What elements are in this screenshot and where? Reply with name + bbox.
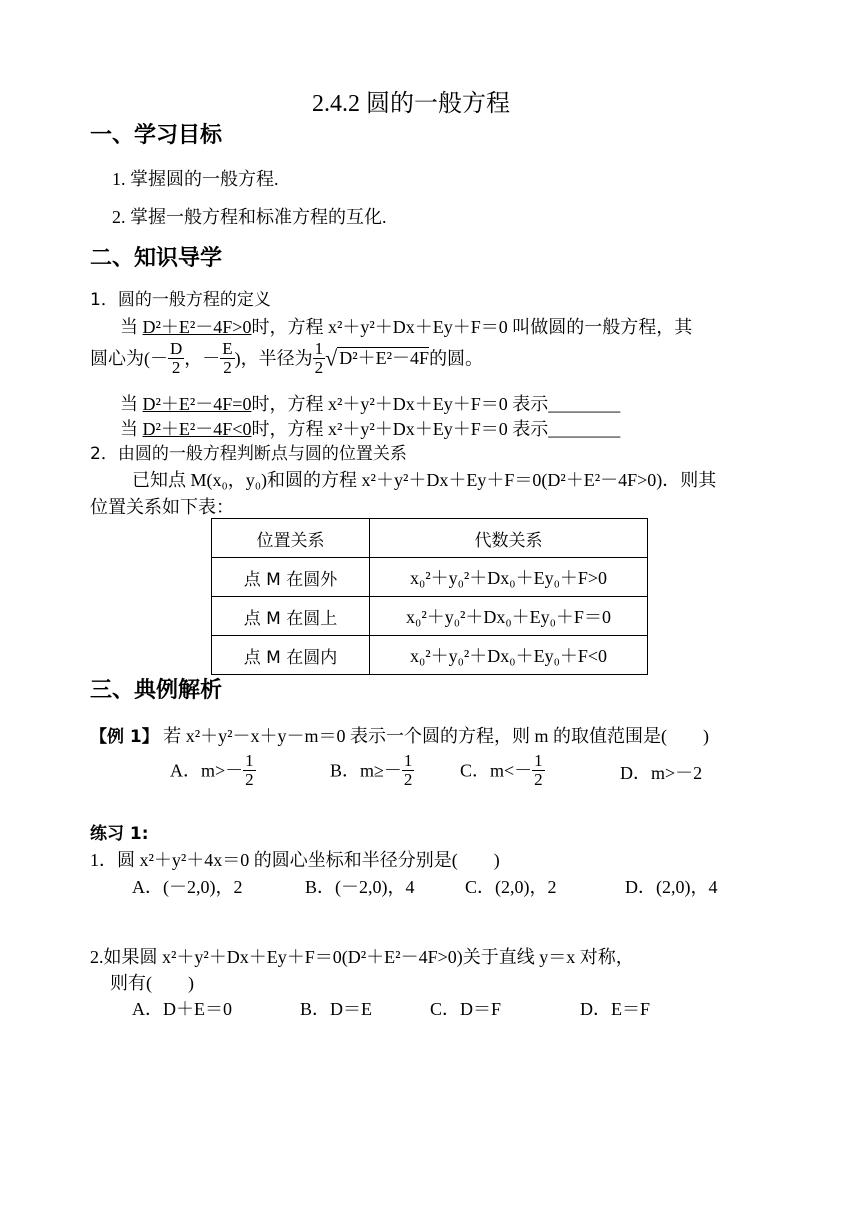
example-label: 【例 1】 — [90, 727, 159, 747]
text: 的圆。 — [429, 348, 484, 369]
example-1-option-d: D．m>－2 — [620, 763, 703, 783]
numerator: 1 — [245, 751, 254, 770]
practice-q1-option: C．(2,0)，2 — [465, 877, 557, 897]
example-1-option-b — [330, 752, 414, 789]
practice-q1-option: A．(－2,0)，2 — [132, 877, 243, 897]
definition-line-zero — [120, 395, 620, 413]
table-cell: 点 M 在圆内 — [212, 636, 370, 675]
goal-item: 2. 掌握一般方程和标准方程的互化. — [112, 207, 387, 227]
position-relation-table — [211, 518, 648, 675]
page-title: 2.4.2 圆的一般方程 — [312, 91, 510, 117]
section-heading-knowledge: 二、知识导学 — [90, 246, 223, 271]
condition-zero: D²＋E²－4F=0 — [142, 394, 252, 414]
subheading-position-relation: 2．由圆的一般方程判断点与圆的位置关系 — [90, 444, 407, 464]
position-paragraph-2: 位置关系如下表： — [90, 497, 234, 517]
fraction-one-half — [532, 752, 545, 789]
fraction-one-half — [243, 752, 256, 789]
denominator: 2 — [314, 357, 324, 377]
numerator: E — [222, 339, 233, 358]
condition-positive: D²＋E²－4F>0 — [142, 317, 252, 337]
text: )，半径为 — [234, 348, 313, 369]
table-header-row — [212, 519, 648, 558]
text: 时，方程 x²＋y²＋Dx＋Ey＋F＝0 表示________ — [251, 419, 621, 439]
practice-q2-option: C．D＝F — [430, 999, 502, 1019]
table-row — [212, 558, 648, 597]
practice-label: 练习 1: — [90, 824, 149, 844]
table-header: 代数关系 — [370, 519, 648, 558]
sqrt-icon: √ — [325, 345, 338, 371]
text: 时，方程 x²＋y²＋Dx＋Ey＋F＝0 表示________ — [251, 394, 621, 414]
numerator: 1 — [534, 751, 543, 770]
text: 当 — [120, 394, 138, 414]
denominator: 2 — [245, 769, 254, 789]
example-1-stem — [90, 727, 709, 746]
sqrt-radicand: D²＋E²－4F — [339, 348, 430, 369]
text: 圆心为(－ — [90, 348, 168, 369]
table-cell: x₀²＋y₀²＋Dx₀＋Ey₀＋F>0 — [370, 558, 648, 597]
practice-q2-option: D．E＝F — [580, 999, 651, 1019]
goal-item: 1. 掌握圆的一般方程. — [112, 169, 279, 189]
denominator: 2 — [403, 769, 413, 789]
fraction-one-half — [402, 752, 415, 789]
table-header: 位置关系 — [212, 519, 370, 558]
text: 时，方程 x²＋y²＋Dx＋Ey＋F＝0 叫做圆的一般方程，其 — [251, 317, 693, 337]
denominator: 2 — [223, 357, 232, 377]
fraction-d-over-2 — [168, 340, 184, 377]
example-text: 若 x²＋y²－x＋y－m＝0 表示一个圆的方程，则 m 的取值范围是( ) — [163, 726, 710, 746]
table-cell: x₀²＋y₀²＋Dx₀＋Ey₀＋F＝0 — [370, 597, 648, 636]
text: 当 — [120, 317, 138, 337]
section-heading-examples: 三、典例解析 — [90, 678, 223, 703]
position-paragraph-1: 已知点 M(x₀，y₀)和圆的方程 x²＋y²＋Dx＋Ey＋F＝0(D²＋E²－4F>0)．则其 — [132, 470, 717, 490]
example-1-options — [170, 752, 256, 789]
definition-line-2 — [90, 340, 483, 377]
denominator: 2 — [534, 769, 543, 789]
text: ，－ — [184, 348, 221, 369]
numerator: D — [170, 339, 183, 358]
condition-negative: D²＋E²－4F<0 — [142, 419, 252, 439]
denominator: 2 — [171, 357, 181, 377]
table-row — [212, 636, 648, 675]
table-cell: 点 M 在圆外 — [212, 558, 370, 597]
section-heading-goals: 一、学习目标 — [90, 123, 223, 148]
text: 当 — [120, 419, 138, 439]
definition-line-negative — [120, 420, 620, 438]
table-cell: 点 M 在圆上 — [212, 597, 370, 636]
table-cell: x₀²＋y₀²＋Dx₀＋Ey₀＋F<0 — [370, 636, 648, 675]
fraction-e-over-2 — [220, 340, 234, 377]
practice-question-2: 2.如果圆 x²＋y²＋Dx＋Ey＋F＝0(D²＋E²－4F>0)关于直线 y＝x 对称， — [90, 947, 634, 967]
practice-q1-option: D．(2,0)，4 — [625, 877, 718, 897]
numerator: 1 — [403, 751, 413, 770]
example-1-option-c — [460, 752, 545, 789]
definition-line-1 — [120, 318, 692, 336]
fraction-one-half — [313, 340, 326, 377]
practice-question-2-cont: 则有( ) — [110, 973, 194, 993]
option-a: A．m>－ — [170, 760, 244, 781]
subheading-general-equation: 1．圆的一般方程的定义 — [90, 290, 271, 310]
table-row — [212, 597, 648, 636]
practice-q2-option: B．D＝E — [300, 999, 372, 1019]
practice-q1-option: B．(－2,0)，4 — [305, 877, 415, 897]
practice-q2-option: A．D＋E＝0 — [132, 999, 232, 1019]
option-c: C．m<－ — [460, 760, 533, 781]
practice-question-1: 1．圆 x²＋y²＋4x＝0 的圆心坐标和半径分别是( ) — [90, 850, 500, 870]
numerator: 1 — [314, 339, 324, 358]
option-b: B．m≥－ — [330, 760, 402, 781]
